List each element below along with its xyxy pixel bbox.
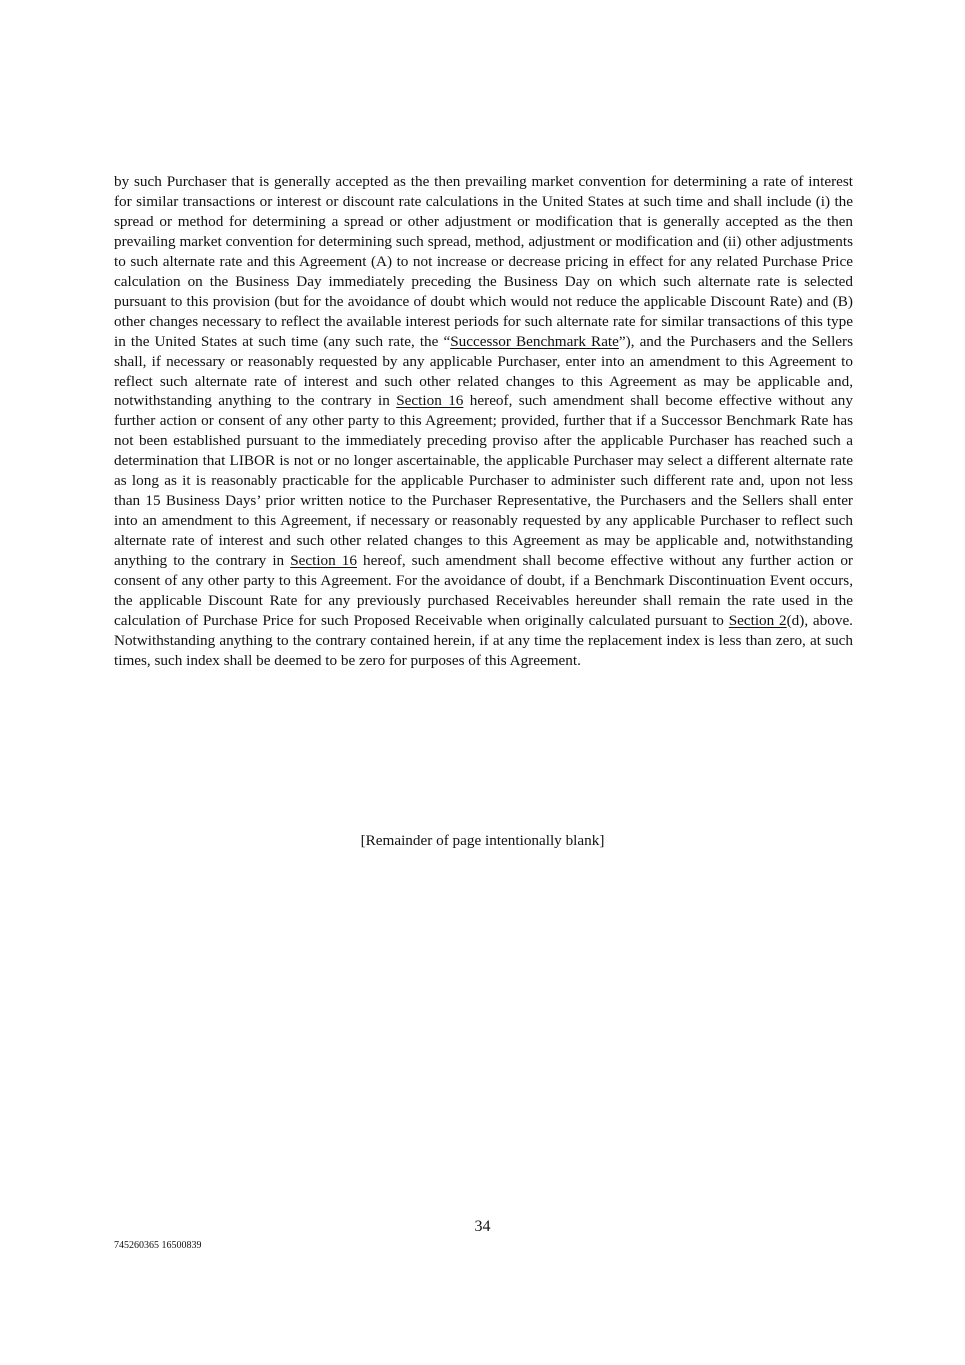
section-2-reference: Section 2 (728, 611, 787, 629)
section-16-reference: Section 16 (396, 392, 464, 410)
body-text-1: by such Purchaser that is generally accepted as the then prevailing market convention for determining a rate of interest for similar transactions or interest or discount rate calculations in the United States at such time and shall include (i) the spread or method for determining a spread or other adjustment or modification that is generally accepted as the then prevailing market convention for determining such spread, method, adjustment or modification and (ii) other adjustments to such alternate rate and this Agreement (A) to not increase or decrease pricing in effect for any related Purchase Price calculation on the Business Day immediately preceding the Business Day on which such alternate rate is selected pursuant to this provision (but for the avoidance of doubt which would not reduce the applicable Discount Rate) and (B) other changes necessary to reflect the available interest periods for such alternate rate for similar transactions of this type in the United States at such time (any such rate, the “ (114, 173, 853, 350)
successor-benchmark-rate-term: Successor Benchmark Rate (450, 332, 619, 350)
document-id: 745260365 16500839 (114, 1240, 202, 1251)
body-text-4: hereof, such amendment shall become effective without any further action or consent of any other party to this Agreement. For the avoidance of doubt, if a Benchmark Discontinuation Event occurs, the applicable Discount Rate for any previously purchased Receivables hereunder shall remain the rate used in the calculation of Purchase Price for such Proposed Receivable when originally calculated pursuant to (114, 552, 853, 629)
remainder-note: [Remainder of page intentionally blank] (360, 832, 605, 849)
body-text-3: hereof, such amendment shall become effective without any further action or consent of any other party to this Agreement; provided, further that if a Successor Benchmark Rate has not been established pursuant to the immediately preceding proviso after the applicable Purchaser has reached such a determination that LIBOR is not or no longer ascertainable, the applicable Purchaser may select a different alternate rate as long as it is reasonably practicable for the applicable Purchaser to administer such different rate and, upon not less than 15 Business Days’ prior written notice to the Purchaser Representative, the Purchasers and the Sellers shall enter into an amendment to this Agreement, if necessary or reasonably requested by any applicable Purchaser to reflect such alternate rate of interest and such other related changes to this Agreement as may be applicable and, notwithstanding anything to the contrary in (114, 392, 853, 570)
section-16-reference-second: Section 16 (290, 552, 357, 570)
body-text-2: ”), and the Purchasers and the Sellers shall, if necessary or reasonably requested by any applicable Purchaser, enter into an amendment to this Agreement to reflect such alternate rate of interest and such other related changes to this Agreement as may be applicable and, notwithstanding anything to the contrary in (114, 332, 853, 410)
page-number: 34 (474, 1218, 491, 1235)
body-text-5: (d), above. Notwithstanding anything to the contrary contained herein, if at any time the replacement index is less than zero, at such times, such index shall be deemed to be zero for purposes of this Agreement. (114, 611, 853, 669)
body-paragraph (114, 172, 853, 671)
